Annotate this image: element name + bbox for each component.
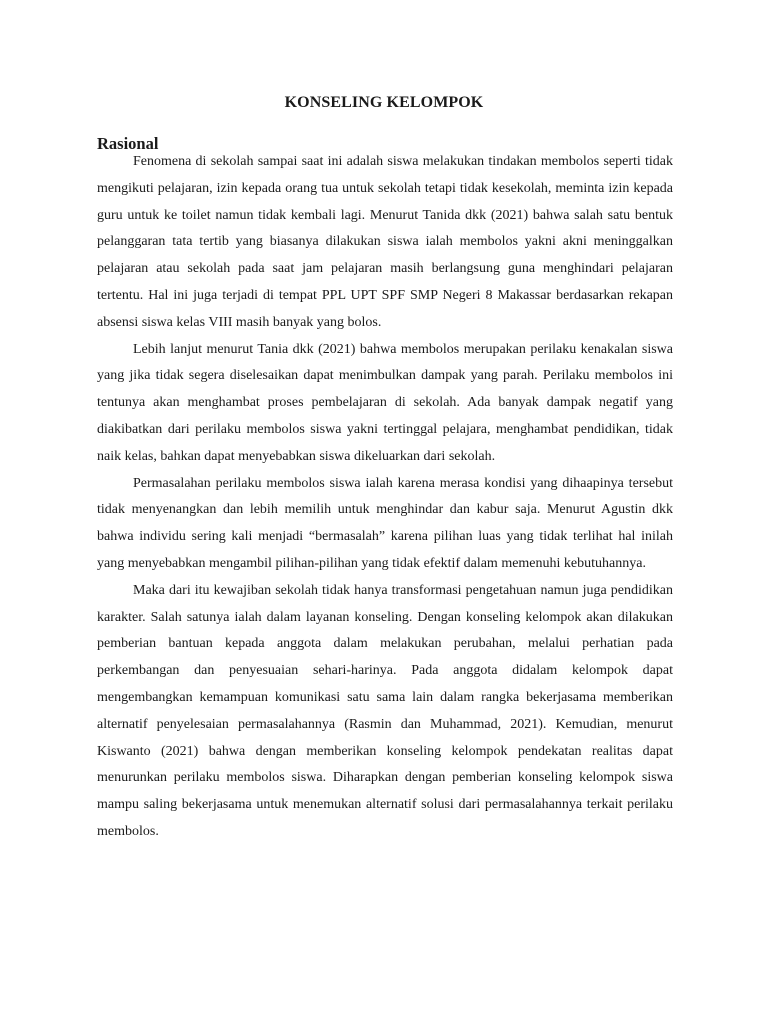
section-heading-rasional: Rasional — [97, 134, 159, 153]
document-title: KONSELING KELOMPOK — [284, 94, 484, 111]
paragraph-4: Maka dari itu kewajiban sekolah tidak hanya transformasi pengetahuan namun juga pendidikan karakter. Salah satunya ialah dalam layanan konseling. Dengan konseling kelompok akan dilakukan pemberian bantuan kepada anggota dalam melakukan perubahan, melalui perhatian pada perkembangan dan penyesuaian sehari-harinya. Pada anggota didalam kelompok dapat mengembangkan kemampuan komunikasi satu sama lain dalam rangka bekerjasama memberikan alternatif penyelesaian permasalahannya (Rasmin dan Muhammad, 2021). Kemudian, menurut Kiswanto (2021) bahwa dengan memberikan konseling kelompok pendekatan realitas dapat menurunkan perilaku membolos siswa. Diharapkan dengan pemberian konseling kelompok siswa mampu saling bekerjasama untuk menemukan alternatif solusi dari permasalahannya terkait perilaku membolos. — [97, 582, 673, 839]
document-body — [97, 149, 673, 846]
paragraph-3: Permasalahan perilaku membolos siswa ialah karena merasa kondisi yang dihaapinya tersebut tidak menyenangkan dan lebih memilih untuk menghindar dan kabur saja. Menurut Agustin dkk bahwa individu sering kali menjadi “bermasalah” karena pilihan luas yang tidak terlihat hal inilah yang menyebabkan mengambil pilihan-pilihan yang tidak efektif dalam memenuhi kebutuhannya. — [97, 475, 673, 571]
paragraph-1: Fenomena di sekolah sampai saat ini adalah siswa melakukan tindakan membolos seperti tidak mengikuti pelajaran, izin kepada orang tua untuk sekolah tetapi tidak kesekolah, meminta izin kepada guru untuk ke toilet namun tidak kembali lagi. Menurut Tanida dkk (2021) bahwa salah satu bentuk pelanggaran tata tertib yang biasanya dilakukan siswa ialah membolos yakni akni meninggalkan pelajaran atau sekolah pada saat jam pelajaran masih berlangsung guna menghindari pelajaran tertentu. Hal ini juga terjadi di tempat PPL UPT SPF SMP Negeri 8 Makassar berdasarkan rekapan absensi siswa kelas VIII masih banyak yang bolos. — [97, 154, 673, 330]
paragraph-2: Lebih lanjut menurut Tania dkk (2021) bahwa membolos merupakan perilaku kenakalan siswa yang jika tidak segera diselesaikan dapat menimbulkan dampak yang parah. Perilaku membolos ini tentunya akan menghambat proses pembelajaran di sekolah. Ada banyak dampak negatif yang diakibatkan dari perilaku membolos siswa yakni tertinggal pelajara, menghambat pendidikan, tidak naik kelas, bahkan dapat menyebabkan siswa dikeluarkan dari sekolah. — [97, 341, 673, 464]
